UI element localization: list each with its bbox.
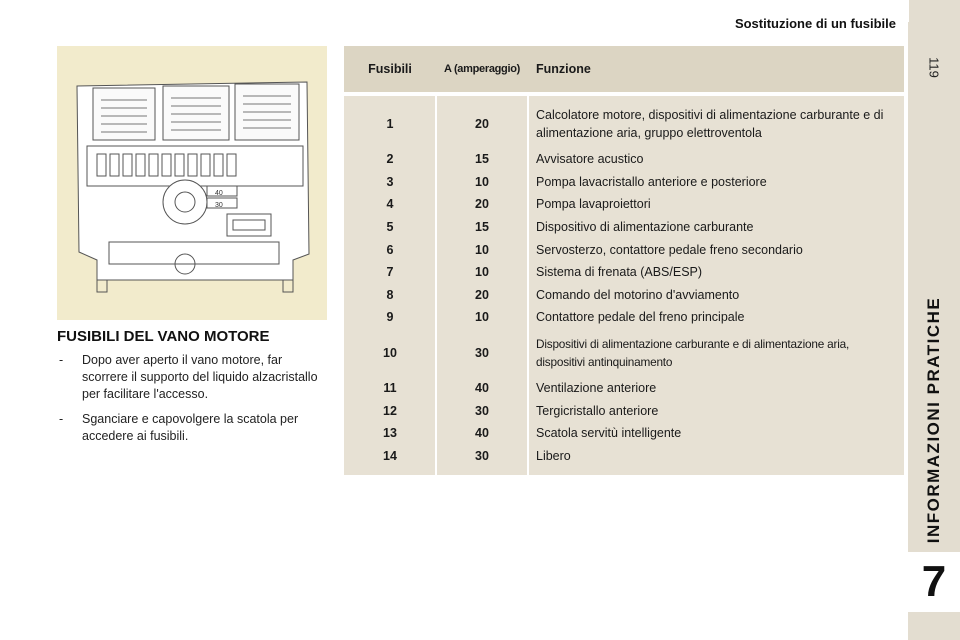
cell-function: Contattore pedale del freno principale [536,310,745,325]
fuse-box-drawing [57,46,327,320]
cell-function: Comando del motorino d'avviamento [536,287,740,302]
cell-function: Libero [536,448,571,463]
cell-amp: 20 [475,197,489,212]
fuse-box-illustration [57,46,327,320]
table-row [344,238,904,261]
illustration-label-30: 30 [215,202,223,209]
illustration-label-40: 40 [215,190,223,197]
instruction-text: Dopo aver aperto il vano motore, far scorrere il supporto del liquido alzacristallo per facilitare l'accesso. [82,353,318,401]
cell-fuse: 13 [383,426,397,441]
cell-fuse: 6 [386,242,394,257]
section-title-vertical: INFORMAZIONI PRATICHE [924,296,943,544]
cell-fuse: 9 [386,310,394,325]
cell-amp: 20 [475,287,489,302]
table-row [344,261,904,284]
cell-amp: 10 [475,310,489,325]
cell-function: Dispositivo di alimentazione carburante [536,220,754,235]
column-divider [435,96,437,475]
cell-amp: 20 [475,117,489,131]
cell-function: Calcolatore motore, dispositivi di alimentazione carburante e di alimentazione aria, gruppo elettroventola [536,108,884,140]
table-row [344,284,904,307]
cell-function: Dispositivi di alimentazione carburante e di alimentazione aria, dispositivi antinquinamento [536,336,850,369]
instruction-item: - Dopo aver aperto il vano motore, far scorrere il supporto del liquido alzacristallo per facilitare l'accesso. [59,353,318,401]
cell-fuse: 1 [386,117,394,131]
page-number: 119 [926,57,942,78]
table-row [344,329,904,377]
page-header-title: Sostituzione di un fusibile [734,16,896,31]
header-fuse: Fusibili [368,62,412,76]
cell-amp: 30 [475,448,489,463]
cell-amp: 15 [475,152,489,167]
table-row [344,171,904,194]
table-row [344,445,904,468]
cell-amp: 30 [475,403,489,418]
cell-fuse: 7 [386,265,394,280]
cell-fuse: 8 [386,287,394,302]
cell-amp: 15 [475,220,489,235]
chapter-number: 7 [921,557,947,606]
cell-function: Ventilazione anteriore [536,381,657,396]
table-row [344,148,904,171]
cell-fuse: 2 [386,152,394,167]
cell-function: Servosterzo, contattore pedale freno secondario [536,242,803,257]
header-function: Funzione [536,62,591,76]
cell-function: Avvisatore acustico [536,152,644,167]
cell-fuse: 5 [386,220,394,235]
column-divider [527,96,529,475]
table-row [344,216,904,239]
cell-function: Tergicristallo anteriore [536,403,659,418]
table-header-row [344,46,904,92]
cell-function: Sistema di frenata (ABS/ESP) [536,265,703,280]
table-row [344,399,904,422]
cell-fuse: 14 [383,448,397,463]
cell-fuse: 4 [386,197,394,212]
header-amperage: A (amperaggio) [443,63,521,75]
side-divider [908,0,909,22]
table-row [344,377,904,400]
cell-fuse: 3 [386,174,394,189]
cell-amp: 10 [475,242,489,257]
chapter-badge [908,552,960,612]
cell-amp: 40 [475,426,489,441]
cell-function: Pompa lavaproiettori [536,197,651,212]
cell-amp: 40 [475,381,489,396]
cell-amp: 10 [475,174,489,189]
section-heading: FUSIBILI DEL VANO MOTORE [57,328,270,345]
instruction-list [57,352,322,453]
cell-amp: 30 [475,345,489,360]
cell-fuse: 11 [383,381,397,396]
fuse-table [344,46,904,475]
table-row [344,306,904,329]
instruction-item: - Sganciare e capovolgere la scatola per accedere ai fusibili. [59,412,299,443]
table-row [344,100,904,148]
cell-fuse: 10 [383,345,397,360]
table-row [344,422,904,445]
cell-amp: 10 [475,265,489,280]
cell-function: Scatola servitù intelligente [536,426,682,441]
cell-function: Pompa lavacristallo anteriore e posteriore [536,174,767,189]
instruction-text: Sganciare e capovolgere la scatola per accedere ai fusibili. [82,412,299,443]
table-row [344,193,904,216]
table-body [344,96,904,475]
cell-fuse: 12 [383,403,397,418]
